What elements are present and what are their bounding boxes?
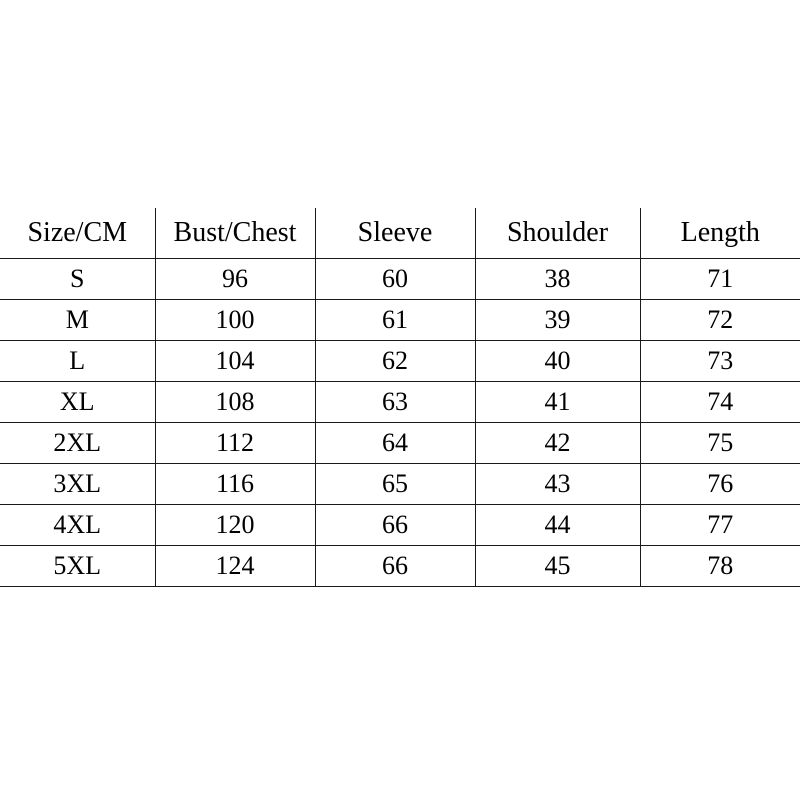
cell-size: 2XL — [0, 423, 155, 464]
header-row — [0, 208, 800, 259]
cell-length: 71 — [640, 259, 800, 300]
cell-bust: 112 — [155, 423, 315, 464]
cell-size: S — [0, 259, 155, 300]
cell-bust: 116 — [155, 464, 315, 505]
cell-bust: 120 — [155, 505, 315, 546]
table-row — [0, 546, 800, 587]
cell-length: 74 — [640, 382, 800, 423]
cell-bust: 108 — [155, 382, 315, 423]
table-row — [0, 464, 800, 505]
cell-size: M — [0, 300, 155, 341]
column-header-sleeve: Sleeve — [315, 208, 475, 259]
cell-shoulder: 41 — [475, 382, 640, 423]
cell-size: 5XL — [0, 546, 155, 587]
cell-sleeve: 66 — [315, 546, 475, 587]
table-body — [0, 259, 800, 587]
column-header-size: Size/CM — [0, 208, 155, 259]
cell-shoulder: 38 — [475, 259, 640, 300]
cell-shoulder: 44 — [475, 505, 640, 546]
table-row — [0, 423, 800, 464]
table-row — [0, 505, 800, 546]
cell-bust: 124 — [155, 546, 315, 587]
cell-bust: 104 — [155, 341, 315, 382]
cell-bust: 100 — [155, 300, 315, 341]
cell-sleeve: 61 — [315, 300, 475, 341]
cell-size: 3XL — [0, 464, 155, 505]
cell-length: 78 — [640, 546, 800, 587]
cell-sleeve: 62 — [315, 341, 475, 382]
table-row — [0, 341, 800, 382]
cell-sleeve: 66 — [315, 505, 475, 546]
cell-sleeve: 63 — [315, 382, 475, 423]
cell-shoulder: 43 — [475, 464, 640, 505]
table-row — [0, 382, 800, 423]
cell-length: 73 — [640, 341, 800, 382]
size-chart-container — [0, 208, 800, 587]
cell-size: XL — [0, 382, 155, 423]
cell-shoulder: 45 — [475, 546, 640, 587]
table-header — [0, 208, 800, 259]
cell-size: 4XL — [0, 505, 155, 546]
column-header-bust: Bust/Chest — [155, 208, 315, 259]
table-row — [0, 259, 800, 300]
cell-bust: 96 — [155, 259, 315, 300]
cell-length: 76 — [640, 464, 800, 505]
cell-sleeve: 64 — [315, 423, 475, 464]
column-header-length: Length — [640, 208, 800, 259]
table-row — [0, 300, 800, 341]
cell-shoulder: 42 — [475, 423, 640, 464]
cell-sleeve: 60 — [315, 259, 475, 300]
cell-size: L — [0, 341, 155, 382]
cell-length: 72 — [640, 300, 800, 341]
cell-shoulder: 39 — [475, 300, 640, 341]
column-header-shoulder: Shoulder — [475, 208, 640, 259]
cell-length: 75 — [640, 423, 800, 464]
size-chart-table — [0, 208, 800, 587]
cell-shoulder: 40 — [475, 341, 640, 382]
cell-sleeve: 65 — [315, 464, 475, 505]
cell-length: 77 — [640, 505, 800, 546]
